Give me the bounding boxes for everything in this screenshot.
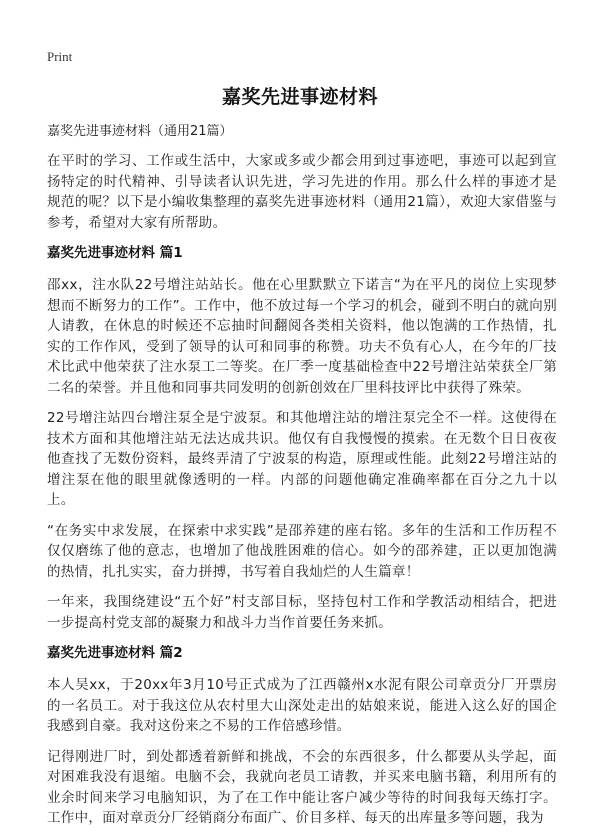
section-paragraph: 本人吴xx，于20xx年3月10号正式成为了江西赣州x水泥有限公司章贡分厂开票房的一名员工。对于我这位从农村里大山深处走出的姑娘来说，能进入这么好的国企我感到自豪。我对这份来之不易的工作倍感珍惜。 [47,677,557,734]
print-label[interactable]: Print [47,49,73,64]
section-paragraph: 一年来，我围绕建设“五个好”村支部目标，坚持包村工作和学教活动相结合，把进一步提高村党支部的凝聚力和战斗力当作首要任务来抓。 [47,594,557,631]
page-title: 嘉奖先进事迹材料 [221,86,378,108]
section-heading: 嘉奖先进事迹材料 篇2 [47,645,183,661]
section-paragraph: 22号增注站四台增注泵全是宁波泵。和其他增注站的增注泵完全不一样。这使得在技术方面和其他增注站无法达成共识。他仅有自我慢慢的摸索。在无数个日日夜夜他查找了无数份资料，最终弄清了宁波泵的构造，原理或性能。此刻22号增注站的增注泵在他的眼里就像透明的一样。内部的问题他确定准确率都在百分之九十以上。 [47,410,557,508]
document-body [47,122,557,839]
section-heading: 嘉奖先进事迹材料 篇1 [47,245,183,261]
section-paragraph: 记得刚进厂时，到处都透着新鲜和挑战，不会的东西很多，什么都要从头学起，面对困难我没有退缩。电脑不会，我就向老员工请教，并买来电脑书籍，利用所有的业余时间来学习电脑知识，为了在工作中能让客户减少等待的时间我每天练打字。工作中，面对章贡分厂经销商分布面广、价目多样、每天的出库量多等问题，我为 [47,748,557,826]
intro-paragraph: 在平时的学习、工作或生活中，大家或多或少都会用到过事迹吧，事迹可以起到宣扬特定的时代精神、引导读者认识先进，学习先进的作用。那么什么样的事迹才是规范的呢？以下是小编收集整理的嘉奖先进事迹材料（通用21篇），欢迎大家借鉴与参考，希望对大家有所帮助。 [47,153,557,231]
section-paragraph: “在务实中求发展，在探索中求实践”是邵养建的座右铭。多年的生活和工作历程不仅仅磨练了他的意志，也增加了他战胜困难的信心。如今的邵养建，正以更加饱满的热情，扎扎实实，奋力拼搏，书写着自我灿烂的人生篇章！ [47,522,557,580]
section-paragraph: 邵xx，注水队22号增注站站长。他在心里默默立下诺言“为在平凡的岗位上实现梦想而不断努力的工作”。工作中，他不放过每一个学习的机会，碰到不明白的就向别人请教，在休息的时候还不忘抽时间翻阅各类相关资料，他以饱满的工作热情，扎实的工作作风，受到了领导的认可和同事的称赞。功夫不负有心人，在今年的厂技术比武中他荣获了注水泵工二等奖。在厂季一度基础检查中22号增注站荣获全厂第二名的荣誉。并且他和同事共同发明的创新创效在厂里科技评比中获得了殊荣。 [47,277,557,396]
document-subtitle: 嘉奖先进事迹材料（通用21篇） [47,124,233,139]
